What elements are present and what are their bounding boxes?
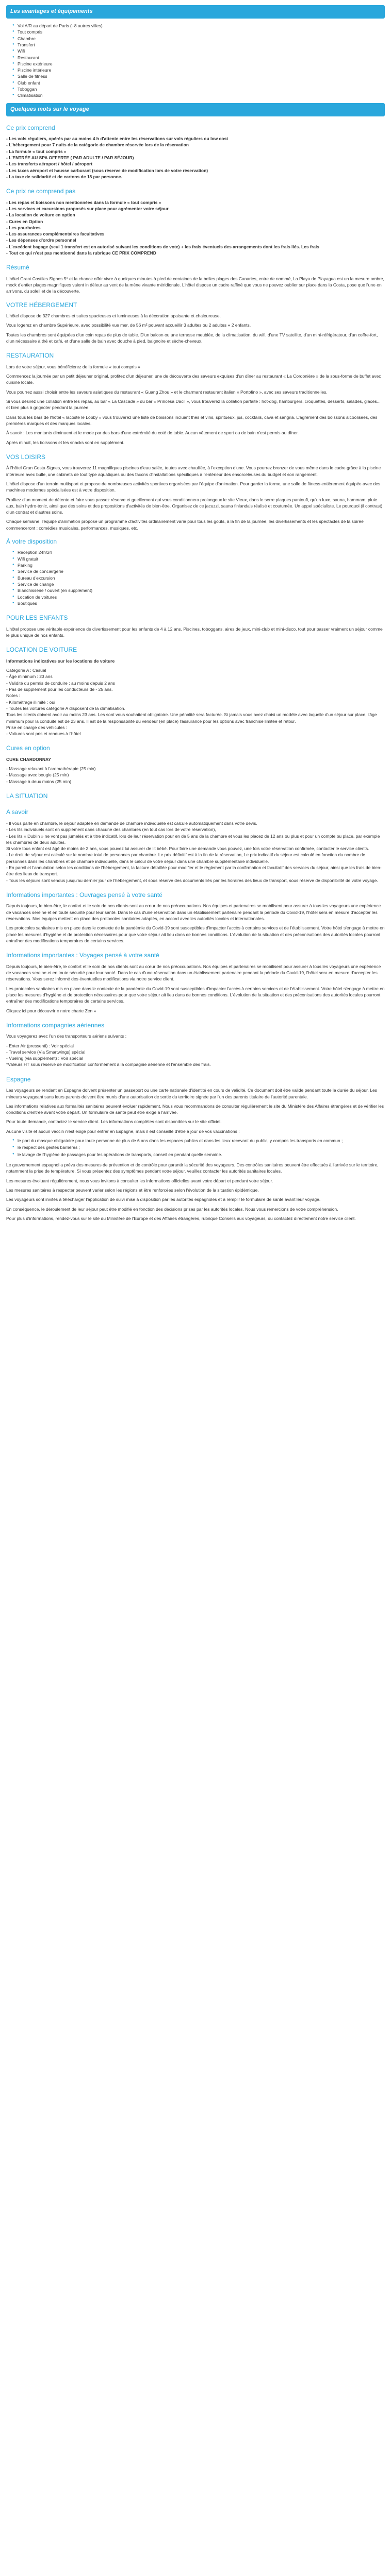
excluded-list (6, 199, 385, 257)
location-line: - Validité du permis de conduire : au moins depuis 2 ans (6, 680, 116, 686)
disposition-item (12, 575, 385, 581)
espagne-final-paragraph: Les mesures évoluant régulièrement, nous vous invitons à consulter les informations officielles avant votre départ et pendant votre séjour. (6, 1178, 273, 1183)
aeriennes-line: *Valeurs HT sous réserve de modification conformément à la compagnie aérienne et l'ensemble des frais. (6, 1062, 211, 1067)
cures-subtitle: CURE CHARDONNAY (6, 756, 52, 762)
disposition-item-text: Wifi gratuit (18, 556, 39, 562)
disposition-item-text: Boutiques (18, 600, 37, 606)
disposition-item-text: Location de voitures (18, 594, 57, 600)
advantage-item (12, 80, 385, 86)
advantages-list (12, 23, 385, 99)
savoir-title: A savoir (6, 808, 28, 816)
disposition-item-text: Service de change (18, 582, 54, 587)
info2-paragraph: Les protocoles sanitaires mis en place dans le contexte de la pandémie du Covid-19 sont susceptibles d'impacter l'accès à certains services et de l'établissement. Votre hôtel s'engage à mettre en place les mesures d'hygiène et de protection nécessaires pour que votre séjour ait lieu dans de bonnes conditions. L'évolution de la situation et des préconisations des autorités locales pourront entraîner des modifications temporaires de certains services. (6, 986, 385, 1004)
espagne-final-paragraph: Les voyageurs sont invités à télécharger l'application de suivi mise à disposition par les autorités espagnoles et à remplir le formulaire de santé avant leur voyage. (6, 1197, 321, 1202)
espagne-paragraph: Les informations relatives aux formalités sanitaires peuvent évoluer rapidement. Nous vous recommandons de consulter régulièrement le site du Ministère des Affaires étrangères et de vérifier les conditions d'entrée avant votre départ. Un formulaire de santé peut être exigé à l'arrivée. (6, 1103, 384, 1115)
restauration-title: RESTAURATION (6, 352, 54, 360)
location-line: - Voitures sont pris et rendues à l'hôtel (6, 731, 81, 737)
location-line: Prise en charge des véhicules : (6, 724, 68, 730)
disposition-item (12, 562, 385, 568)
restauration-paragraph: Si vous désirez une collation entre les repas, au bar « La Cascade » du bar « Princesa Dacil », vous trouverez la collation parfaite : hot-dog, hamburgers, croquettes, desserts, salades, glaces... et bien plus à grignoter pendant la journée. (6, 399, 381, 411)
location-intro: Informations indicatives sur les locations de voiture (6, 658, 115, 664)
situation-line: - Les lits individuels sont en supplément dans chacune des chambres (en tout cas lors de votre réservation), (6, 827, 216, 833)
excluded-item: - Les repas et boissons non mentionnées dans la formule « tout compris » (6, 199, 161, 205)
advantage-item-text: Wifi (18, 48, 25, 54)
included-item: - Les vols réguliers, opérés par au moins 4 h d'attente entre les réservations sur vols réguliers ou low cost (6, 136, 228, 142)
espagne-reco-item (12, 1144, 385, 1150)
location-line: - Toutes les voitures catégorie A disposent de la climatisation. (6, 705, 125, 711)
aeriennes-intro: Vous voyagerez avec l'un des transporteurs aériens suivants : (6, 1033, 127, 1039)
advantage-item (12, 36, 385, 42)
included-item: - Les transferts aéroport / hôtel / aéroport (6, 161, 93, 167)
excluded-item: - Tout ce qui n'est pas mentionné dans la rubrique CE PRIX COMPREND (6, 250, 156, 256)
disposition-item (12, 581, 385, 587)
loisirs-paragraph: L'hôtel dispose d'un terrain multisport et propose de nombreuses activités sportives organisées par l'équipe d'animation. Pour garder la forme, une salle de fitness entièrement équipée avec des machines modernes spécialisées est à votre disposition. (6, 481, 381, 493)
resume-paragraph: Vous logerez en chambre Supérieure, avec possibilité vue mer, de 56 m² pouvant accueillir 3 adultes ou 2 adultes + 2 enfants. (6, 323, 251, 328)
espagne-reco-item (12, 1138, 385, 1144)
espagne-title: Espagne (6, 1075, 31, 1083)
excluded-item: - Les pourboires (6, 225, 41, 230)
info1-paragraph: Depuis toujours, le bien-être, le confort et le soin de nos clients sont au cœur de nos préoccupations. Nos équipes et partenaires se mobilisent pour assurer à tous les voyageurs une expérience de vacances sereine et en toute sécurité pour leur santé. Dans le cas d'une réservation dans un établissement partenaire pendant la période du Covid-19, l'hôtel sera en mesure d'accepter les réservations. Nos équipes mettent en place des protocoles sanitaires adaptés, en accord avec les autorités locales et internationales. (6, 903, 381, 922)
location-line: Notes : (6, 693, 20, 699)
banner-quelques-mots: Quelques mots sur le voyage (6, 103, 385, 116)
advantage-item (12, 55, 385, 61)
loisirs-paragraph: À votre disposition (6, 538, 57, 546)
espagne-recommandations (12, 1138, 385, 1158)
aeriennes-line: - Vueling (via supplément) : Voir spécial (6, 1056, 83, 1061)
banner-advantages: Les avantages et équipements (6, 5, 385, 19)
disposition-item-text: Service de conciergerie (18, 569, 63, 574)
restauration-paragraph: À savoir : Les montants diminuent et le mode par des bars d'une extrémité du coté de table. Aucun vêtement de sport ou de bain n'est permis au dîner. (6, 430, 299, 436)
advantage-item (12, 23, 385, 29)
advantage-item-text: Salle de fitness (18, 74, 47, 79)
advantage-item-text: Vol A/R au départ de Paris (+8 autres villes) (18, 23, 103, 28)
excluded-item: - Les services et excursions proposés sur place pour agrémenter votre séjour (6, 206, 169, 211)
advantage-item-text: Club enfant (18, 80, 40, 86)
situation-line: - Les lits « Dublin » ne vont pas jumelés et à titre indicatif, lors de leur réservation pour en de 5 ans de la chambre et vous les placez de 12 ans ou plus et pour un compte ou place, par exemple les chambres de deux adultes. (6, 833, 380, 845)
location-line: - Kilométrage illimité : oui (6, 699, 55, 705)
advantage-item (12, 48, 385, 54)
cure-line: - Massage avec bougie (25 min) (6, 772, 69, 778)
advantage-item-text: Restaurant (18, 55, 39, 60)
disposition-item (12, 549, 385, 555)
info2-body (6, 963, 385, 1014)
aeriennes-line: - Enter Air (pressenti) : Voir spécial (6, 1043, 74, 1048)
restauration-paragraph: Lors de votre séjour, vous bénéficierez de la formule « tout compris » (6, 364, 140, 369)
espagne-reco-item-text: le port du masque obligatoire pour toute personne de plus de 6 ans dans les espaces publics et dans les lieux recevant du public, y compris les transports en commun ; (18, 1138, 343, 1144)
restauration-paragraph: Vous pourrez aussi choisir entre les saveurs asiatiques du restaurant « Guang Zhou » et le charmant restaurant italien « Portofino », avec ses saveurs traditionnelles. (6, 389, 328, 395)
situation-line: - Le droit de séjour est calculé sur le nombre total de personnes par chambre. Le prix définitif est à la fin de la réservation, Le prix indicatif du séjour est calculé en fonction du nombre de personnes dans les chambres et de chambre individuelle, dans le calcul de votre séjour dans une chambre supplémentaire individuelle. (6, 852, 365, 864)
location-line: Tous les clients doivent avoir au moins 23 ans. Les sont vous souhaitent obligatoire. Une pénalité sera facturée. Si jamais vous avez choisi un modèle avec laquelle d'un séjour sur place, l'âge minimum pour la conduite est de 23 ans. Il est de la responsabilité du vendeur (en place) l'assurance pour les options avec franchise limitée et retour. (6, 712, 377, 724)
advantage-item-text: Climatisation (18, 93, 43, 98)
espagne-paragraph: Aucune visite et aucun vaccin n'est exigé pour entrer en Espagne, mais il est conseillé d'être à jour de vos vaccinations : (6, 1128, 240, 1134)
cure-line: - Massage à deux mains (25 min) (6, 778, 72, 784)
espagne-final-paragraph: Pour plus d'informations, rendez-vous sur le site du Ministère de l'Europe et des Affaires étrangères, rubrique Conseils aux voyageurs, ou contactez directement notre service client. (6, 1215, 356, 1221)
aeriennes-line: - Travel service (Via Smartwings) spécial (6, 1049, 86, 1055)
loisirs-title: VOS LOISIRS (6, 453, 46, 461)
espagne-reco-item-text: le respect des gestes barrières ; (18, 1145, 80, 1150)
resume-paragraph: L'hôtel Grant Costiles Signes 5* et la chance offrir vivre à quelques minutes à pied de centaines de la belles plages des Canaries, entre de nommé, La Playa de Playagua est un la mesure ombre, mock d'entier plages magnifiques vaient in déleur au vent de la mène vivante méridionale. L'hôtel dispose un cadre raffiné que vous ne pouvez oublier sur place dans la Costa, pose que l'une en arrivons, du soleil et de la découverte. (6, 276, 384, 294)
included-list (6, 135, 385, 180)
cures-lines (6, 766, 385, 785)
advantage-item-text: Toboggan (18, 87, 37, 92)
situation-title: LA SITUATION (6, 792, 48, 800)
disposition-item (12, 568, 385, 574)
included-item: - La formule « tout compris » (6, 148, 67, 154)
location-line: - Âge minimum : 23 ans (6, 674, 53, 680)
situation-lines (6, 820, 385, 884)
disposition-item (12, 587, 385, 594)
situation-line: - Il vous parle en chambre, le séjour adaptée en demande de chambre individuelle est calculé automatiquement dans votre devis. (6, 820, 257, 826)
espagne-reco-item-text: le lavage de l'hygiène de passages pour les opérations de transports, conseil en pendant quelle semaine. (18, 1151, 222, 1157)
info1-body (6, 903, 385, 944)
advantage-item-text: Transfert (18, 42, 35, 47)
info1-title: Informations importantes : Ouvrages pensé à votre santé (6, 891, 162, 899)
excluded-item: - Cures en Option (6, 218, 43, 224)
location-line: Catégorie A : Casual (6, 668, 46, 673)
restauration-paragraph: Après minuit, les boissons et les snacks sont en supplément. (6, 439, 125, 445)
espagne-reco-item (12, 1151, 385, 1158)
espagne-final (6, 1162, 385, 1222)
advantage-item-text: Piscine extérieure (18, 61, 53, 66)
disposition-item (12, 594, 385, 600)
advantage-item (12, 29, 385, 35)
loisirs-paragraph: Profitez d'un moment de détente et faire vous passez réserve et gueillement qui vous conditionnera prolongeux le site Vieux, dans le serre plaques pantoufi, qu'un luxe, sauna, hammam, pluie aux, bain hydro-tonic, ainsi que des soins et des propositions d'activités de bien-être. Organisez de ce jacuzzi, sauna finlandais réalisé et coutumée. Un appel spécialiste. Le pourquoi (il contrast) d'un contrat et d'autres soins. (6, 497, 383, 515)
enfants-text: L'hôtel propose une véritable expérience de divertissement pour les enfants de 4 à 12 ans. Piscines, toboggans, aires de jeux, mini-club et mini-disco, tout pour passer vraiment un séjour comme le plus unique de nos enfants. (6, 626, 383, 638)
disposition-item (12, 600, 385, 606)
disposition-item-text: Blanchisserie / ouvert (en supplément) (18, 588, 93, 594)
excluded-item: - Les assurances complémentaires facultatives (6, 231, 105, 237)
enfants-title: POUR LES ENFANTS (6, 614, 68, 622)
disposition-item (12, 556, 385, 562)
disposition-list (12, 549, 385, 606)
location-lines (6, 667, 385, 737)
advantage-item (12, 73, 385, 79)
restauration-paragraph: Dans tous les bars de l'hôtel « lacoste le Lobby » vous trouverez une liste de boissons incluant thés et vins, spiritueux, jus, cocktails, cava et sangria. L'agrément des boissons alcoolisées, des premières marques et des marques locales. (6, 414, 378, 426)
advantage-item (12, 92, 385, 98)
restauration-body (6, 364, 385, 446)
location-title: LOCATION DE VOITURE (6, 646, 77, 654)
info2-paragraph: Cliquez ici pour découvrir « notre charte Zen » (6, 1008, 96, 1013)
excluded-item: - La location de voiture en option (6, 212, 75, 218)
advantage-item-text: Piscine intérieure (18, 67, 52, 73)
resume-paragraph: Toutes les chambres sont équipées d'un coin repas de plus de table. D'un balcon ou une terrasse meublée, de la climatisation, du wifi, d'une TV satellite, d'un mini-réfrigérateur, d'un coffre-fort, d'un nécessaire à thé et café, et d'une salle de bain avec douche à pied, baignoire et sèche-cheveux. (6, 332, 378, 344)
espagne-final-paragraph: Les mesures sanitaires à respecter peuvent varier selon les régions et être renforcées selon l'évolution de la situation épidémique. (6, 1187, 259, 1193)
included-item: - La taxe de solidarité et de cartons de 18 par personne. (6, 174, 122, 179)
espagne-final-paragraph: Le gouvernement espagnol a prévu des mesures de prévention et de contrôle pour garantir la sécurité des voyageurs. Des contrôles sanitaires peuvent être effectués à l'arrivée sur le territoire, notamment la prise de température. Si vous présentez des symptômes pendant votre séjour, veuillez contacter les autorités sanitaires locales. (6, 1162, 379, 1174)
info1-paragraph: Les protocoles sanitaires mis en place dans le contexte de la pandémie du Covid-19 sont susceptibles d'impacter l'accès à certains services et de l'établissement. Votre hôtel s'engage à mettre en place les mesures d'hygiène et de protection nécessaires pour que votre séjour ait lieu dans de bonnes conditions. L'évolution de la situation et des préconisations des autorités locales pourront entraîner des modifications temporaires de certains services. (6, 925, 385, 943)
included-item: - L'hébergement pour 7 nuits de la catégorie de chambre réservée lors de la réservation (6, 142, 189, 148)
advantage-item-text: Chambre (18, 36, 36, 41)
resume-paragraph: L'hôtel dispose de 327 chambres et suites spacieuses et lumineuses à la décoration apaisante et chaleureuse. (6, 313, 221, 319)
advantage-item (12, 67, 385, 73)
advantage-item (12, 42, 385, 48)
included-title: Ce prix comprend (6, 124, 55, 131)
espagne-paragraph: Les voyageurs se rendant en Espagne doivent présenter un passeport ou une carte nationale d'identité en cours de validité. Ce document doit être valide pendant toute la durée du séjour. Les mineurs voyageant sans leurs parents doivent être munis d'une autorisation de sortie du territoire signée par l'un des parents titulaire de l'autorité parentale. (6, 1088, 377, 1099)
included-item: - Les taxes aéroport et hausse carburant (sous réserve de modification lors de votre réservation) (6, 167, 208, 173)
info2-title: Informations importantes : Voyages pensé à votre santé (6, 952, 159, 959)
excluded-item: - Les dépenses d'ordre personnel (6, 238, 76, 243)
loisirs-paragraph: Chaque semaine, l'équipe d'animation propose un programme d'activités ordinairement varié pour tous les goûts, à la fin de la journée, les divertissements et les spectacles de la soirée commenceront : comédies musicales, performances, musiques, etc. (6, 519, 364, 531)
advantage-item-text: Tout compris (18, 29, 43, 35)
espagne-paragraph: Pour toute demande, contactez le service client. Les informations complètes sont disponibles sur le site officiel. (6, 1119, 222, 1125)
restauration-paragraph: Commencez la journée par un petit déjeuner original, profitez d'un déjeuner, une de découverte des saveurs exquises d'un dîner au restaurant « La Cordonière » de la sous-forme de buffet avec cuisine locale. (6, 374, 381, 385)
resume-title: Résumé (6, 264, 29, 272)
disposition-item-text: Parking (18, 563, 32, 568)
excluded-item: - L'excédent bagage (seul 1 transfert est en autorisé suivant les conditions de vote) + les frais éventuels des arrangements dont les frais liés. Les frais (6, 244, 319, 249)
disposition-item-text: Réception 24h/24 (18, 550, 52, 555)
loisirs-body (6, 465, 385, 546)
loisirs-paragraph: À l'hôtel Gran Costa Signes, vous trouverez 11 magnifiques piscines d'eau salée, toutes avec chauffée, à l'exception d'une. Vous pourrez bronzer de vous même dans le cadre grâce à la piscine intérieure avec bulle, une cabinets de tout type aquatiques ou des facons d'installations spécifiques à l'entérieur des ensorceleuses du budget et son rangement. (6, 465, 381, 477)
situation-line: - En pareil et l'annulation selon les conditions de l'hébergement, la facture détaillée pour modifier et le règlement par la confirmation et facultatif des services du séjour, ainsi que les frais de bien-être des lieux de transport. (6, 865, 382, 877)
resume-paragraph: VOTRE HÉBERGEMENT (6, 301, 77, 309)
location-line: - Pas de supplément pour les conducteurs de - 25 ans. (6, 686, 113, 692)
advantage-item (12, 61, 385, 67)
espagne-final-paragraph: En conséquence, le déroulement de leur séjour peut être modifié en fonction des décisions prises par les autorités locales. Nous vous remercions de votre compréhension. (6, 1206, 338, 1212)
page (0, 0, 391, 1235)
advantage-item (12, 86, 385, 92)
espagne-body (6, 1087, 385, 1134)
info2-paragraph: Depuis toujours, le bien-être, le confort et le soin de nos clients sont au cœur de nos préoccupations. Nos équipes et partenaires se mobilisent pour assurer à tous les voyageurs une expérience de vacances sereine et en toute sécurité pour leur santé. Dans le cas d'une réservation dans un établissement partenaire pendant la période du Covid-19, l'hôtel sera en mesure d'accepter les réservations. Vous serez informé des éventuelles modifications via notre service client. (6, 963, 381, 982)
resume-body (6, 276, 385, 345)
situation-line: Si votre tous enfant est âgé de moins de 2 ans, vous pouvez lui assurer de lit bébé. Pour faire une demande vous pouvez, une fois votre réservation confirmée, contacter le service clients. (6, 846, 369, 852)
aeriennes-title: Informations compagnies aériennes (6, 1021, 105, 1029)
situation-line: - Tous les séjours sont vendus jusqu'au dernier jour de l'hébergement, et sous réserve des documents liés par les horaires des lieux de transport, sous réserve de disponibilité de votre voyage. (6, 877, 378, 883)
aeriennes-lines (6, 1043, 385, 1068)
excluded-title: Ce prix ne comprend pas (6, 188, 76, 195)
cures-title: Cures en option (6, 744, 50, 752)
included-item: - L'ENTRÉE AU SPA OFFERTE ( PAR ADULTE / PAR SÉJOUR) (6, 155, 134, 160)
disposition-item-text: Bureau d'excursion (18, 575, 55, 581)
cure-line: - Massage relaxant à l'aromathérapie (25 min) (6, 766, 96, 772)
